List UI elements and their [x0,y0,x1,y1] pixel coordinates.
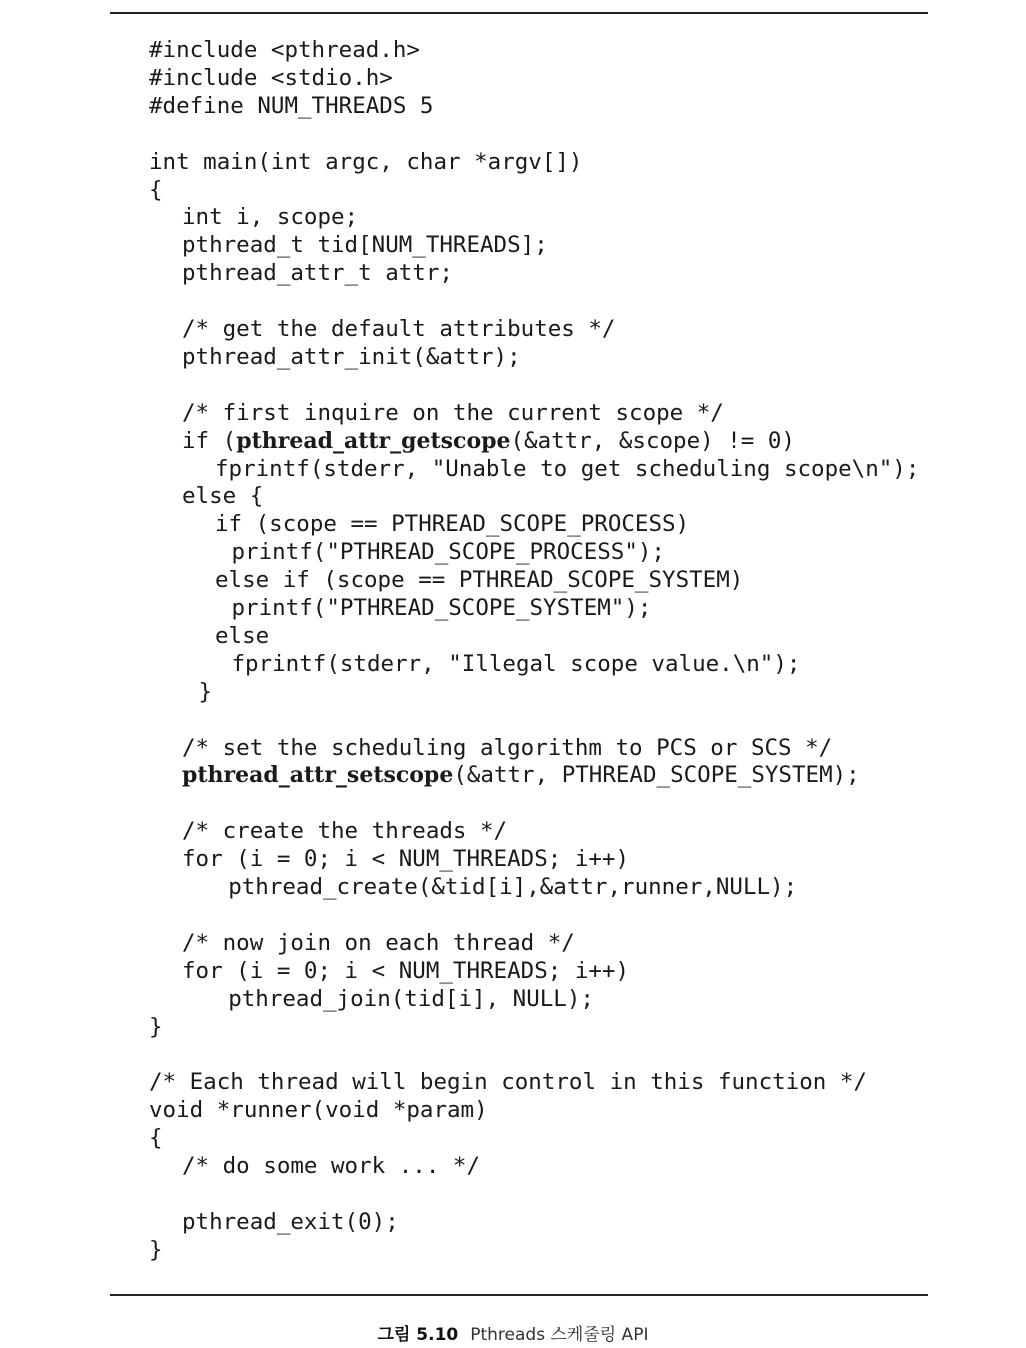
code-line [182,203,358,231]
code-text: if (scope == PTHREAD_SCOPE_PROCESS) [215,511,690,538]
code-text: pthread_attr_init(&attr); [182,343,521,370]
code-text: /* now join on each thread */ [182,929,575,956]
code-text: } [149,1236,163,1263]
code-text: } [198,678,213,705]
code-line [149,148,582,176]
code-line [149,1068,867,1096]
code-line [182,259,453,287]
code-text: for (i = 0; i < NUM_THREADS; i++) [182,846,630,873]
code-line [182,231,548,259]
code-text: /* Each thread will begin control in this function */ [149,1069,867,1096]
code-line [215,622,269,650]
code-text: #define NUM_THREADS 5 [149,92,434,119]
code-line [182,845,629,873]
code-line [182,734,832,762]
code-text: /* get the default attributes */ [182,316,616,342]
code-text: /* create the threads */ [182,818,508,845]
code-function-emphasis: pthread_attr_getscope [236,427,511,454]
code-text: } [149,1013,163,1040]
code-text: else if (scope == PTHREAD_SCOPE_SYSTEM) [215,567,744,594]
code-text: else [215,622,270,649]
code-line [182,482,263,510]
code-line [182,315,615,343]
code-line [232,594,652,622]
code-text: else { [182,483,264,510]
code-line [149,92,433,120]
code-text: pthread_t tid[NUM_THREADS]; [182,232,548,259]
code-line [182,1208,399,1236]
code-text: if ( [182,427,237,454]
code-text: #include <stdio.h> [149,64,393,91]
code-text: { [149,1125,163,1152]
code-text: fprintf(stderr, "Unable to get scheduling scope\n"); [215,455,920,482]
code-line [149,1096,488,1124]
code-line [228,985,594,1013]
code-line [215,566,743,594]
code-line [149,176,163,204]
code-text: printf("PTHREAD_SCOPE_PROCESS"); [231,539,665,566]
code-line [182,427,795,455]
code-text: int i, scope; [182,204,359,231]
code-line [232,650,801,678]
code-text: fprintf(stderr, "Illegal scope value.\n"); [231,650,801,677]
code-text: pthread_join(tid[i], NULL); [228,985,594,1012]
figure-caption [0,1320,1026,1345]
code-line [149,1124,163,1152]
code-text: printf("PTHREAD_SCOPE_SYSTEM"); [231,595,652,621]
code-function-emphasis: pthread_attr_setscope [182,762,454,789]
code-text: { [149,176,163,203]
code-line [149,1236,163,1264]
code-text: /* do some work ... */ [182,1153,481,1179]
code-text: for (i = 0; i < NUM_THREADS; i++) [182,957,630,984]
figure-number: 그림 5.10 [377,1325,459,1345]
code-text: pthread_create(&tid[i],&attr,runner,NULL); [228,874,798,900]
code-line [182,817,507,845]
code-line [228,873,797,901]
code-line [182,957,629,985]
code-line [182,761,860,789]
code-line [149,64,393,92]
code-text: (&attr, &scope) != 0) [510,427,795,454]
code-text: void *runner(void *param) [149,1097,488,1124]
code-line [182,343,521,371]
code-line [215,455,919,483]
code-text: pthread_attr_t attr; [182,260,453,287]
code-line [182,399,724,427]
code-line [182,929,575,957]
code-line [149,1013,163,1041]
code-line [232,538,665,566]
code-line [215,510,689,538]
top-rule [110,12,928,14]
code-text: int main(int argc, char *argv[]) [149,148,583,175]
code-line [182,1152,480,1180]
code-line [199,678,213,706]
figure-title: Pthreads 스케줄링 API [470,1325,649,1345]
code-text: /* set the scheduling algorithm to PCS or SCS */ [182,734,833,761]
code-text: pthread_exit(0); [182,1208,399,1235]
code-text: (&attr, PTHREAD_SCOPE_SYSTEM); [453,762,860,789]
code-line [149,36,420,64]
code-text: /* first inquire on the current scope */ [182,399,724,426]
code-text: #include <pthread.h> [149,37,420,63]
bottom-rule [110,1294,928,1296]
